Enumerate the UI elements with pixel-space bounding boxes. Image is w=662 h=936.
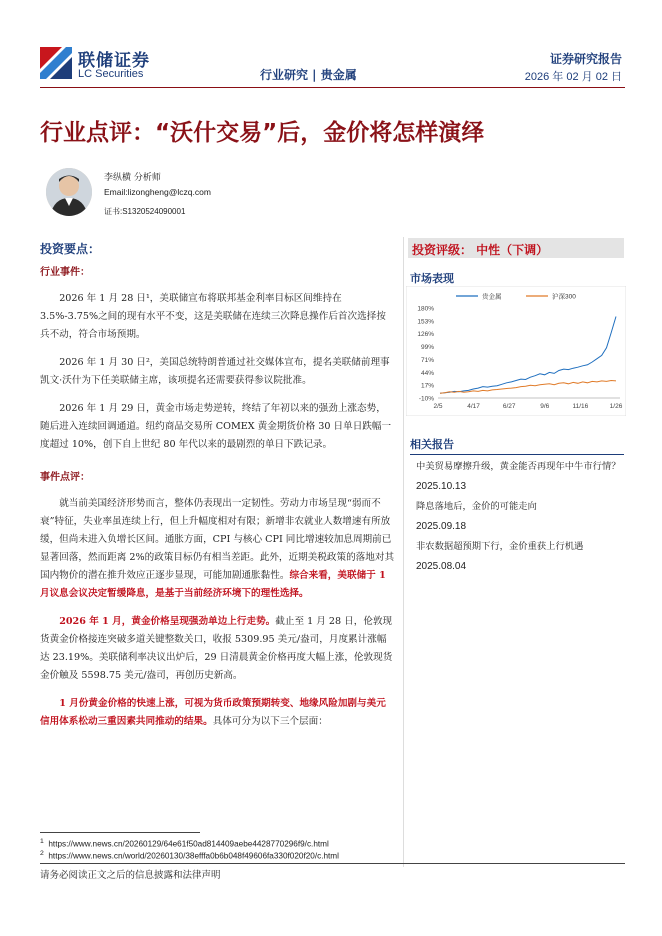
related-report-date: 2025.09.18 (416, 521, 467, 532)
author-name: 李纵横 分析师 (104, 173, 161, 183)
author-avatar (46, 168, 92, 216)
y-tick-label: 44% (420, 369, 434, 377)
sub-heading-event: 行业事件： (40, 267, 90, 278)
y-tick-label: -10% (418, 395, 434, 403)
report-type: 证券研究报告 (549, 52, 622, 66)
y-tick-label: 99% (420, 344, 434, 352)
related-reports-title: 相关报告 (410, 438, 454, 451)
paragraph (40, 613, 395, 685)
footnote[interactable] (40, 850, 339, 861)
text-run: 具体可分为以下三个层面： (212, 716, 328, 727)
related-divider (410, 454, 624, 455)
y-tick-label: 153% (417, 318, 434, 326)
market-performance-chart (406, 286, 626, 416)
y-tick-label: 17% (420, 382, 434, 390)
paragraph: 2026 年 1 月 28 日¹，美联储宣布将联邦基金利率目标区间维持在 3.5%-3.75%之间的现有水平不变，这是美联储在连续三次降息操作后首次选择按兵不动，符合市场预期。 (40, 293, 386, 340)
header-divider (40, 87, 625, 88)
legend-label: 贵金属 (482, 293, 502, 301)
footnote[interactable] (40, 838, 329, 849)
legend-label: 沪深300 (552, 293, 576, 301)
footnote-link[interactable]: https://www.news.cn/20260129/64e61f50ad814409aebe4428770296f9/c.html (48, 839, 329, 849)
highlight-text: 1 月份黄金价格的快速上涨，可视为货币政策预期转变、地缘风险加剧与美元信用体系松动三重因素共同推动的结果。 (40, 698, 386, 727)
person-icon (46, 168, 92, 216)
highlight-text: 2026 年 1 月，黄金价格呈现强劲单边上行走势。 (59, 616, 276, 627)
company-logo-icon (40, 47, 72, 79)
logo-cn-text: 联储证券 (78, 51, 150, 71)
author-cert: 证书:S1320524090001 (104, 207, 186, 216)
text-run: 截止至 1 月 28 日，伦敦现货黄金价格接连突破多道关键整数关口，收报 5309.95 美元/盎司，月度累计涨幅达 23.19%。美联储利率决议出炉后，29 日清晨黄金价格再度大幅上涨，伦敦现货金价触及 5598.75 美元/盎司，再创历史新高。 (40, 616, 393, 681)
footnote-divider (40, 832, 200, 833)
x-tick-label: 6/27 (502, 403, 516, 410)
footer-divider (40, 863, 625, 864)
chart-frame (406, 286, 626, 416)
investment-rating: 投资评级： 中性（下调） (412, 243, 549, 257)
market-performance-title: 市场表现 (410, 272, 454, 285)
paragraph (40, 695, 395, 731)
related-report-date: 2025.08.04 (416, 561, 467, 572)
footnote-link[interactable]: https://www.news.cn/world/20260130/38efffa0b6b048f49606fa330f020f20/c.html (48, 851, 339, 861)
footnote-mark: 1 (40, 838, 44, 845)
highlight-text: 综合来看，美联储于 1 月议息会议决定暂缓降息，是基于当前经济环境下的理性选择。 (40, 570, 386, 599)
x-tick-label: 4/17 (467, 403, 480, 410)
x-tick-label: 9/6 (540, 403, 550, 410)
paragraph: 2026 年 1 月 30 日²，美国总统特朗普通过社交媒体宣布，提名美联储前理事凯文·沃什为下任美联储主席，该项提名还需要获得参议院批准。 (40, 357, 390, 386)
paragraph: 2026 年 1 月 29 日，黄金市场走势逆转，终结了年初以来的强劲上涨态势，随后进入连续回调通道。纽约商品交易所 COMEX 黄金期货价格 30 日单日跌幅一度超过 10%，创下自上世纪 80 年代以来的最剧烈的单日下跌记录。 (40, 403, 392, 450)
footnote-mark: 2 (40, 850, 44, 857)
related-report-title[interactable]: 降息落地后，金价的可能走向 (416, 501, 537, 512)
text-run: 就当前美国经济形势而言，整体仍表现出一定韧性。劳动力市场呈现“弱而不衰”特征，失业率虽连续上行，但上升幅度相对有限；新增非农就业人数增速有所放缓，但尚未进入负增长区间。通胀方面，CPI 与核心 CPI 同比增速较加息周期前已显著回落，然而距离 2%的政策目标仍有相当差距。此外，近期美税政策的落地对其国内物价的潜在推升效应正逐步显现，可能加剧通胀黏性。 (40, 498, 395, 581)
x-tick-label: 11/16 (572, 403, 589, 410)
column-divider (403, 237, 404, 867)
section-title: 投资要点： (40, 242, 101, 256)
related-report-date: 2025.10.13 (416, 481, 467, 492)
sub-heading-comment: 事件点评： (40, 472, 90, 483)
x-tick-label: 1/26 (609, 403, 623, 410)
paragraph (40, 495, 395, 603)
related-report-title[interactable]: 非农数据超预期下行，金价重获上行机遇 (416, 541, 584, 552)
logo-en-text: LC Securities (78, 68, 144, 80)
author-email[interactable]: Email:lizongheng@lczq.com (104, 187, 211, 197)
y-tick-label: 71% (420, 356, 434, 364)
y-tick-label: 126% (417, 331, 434, 339)
page-title: 行业点评：“沃什交易”后，金价将怎样演绎 (40, 120, 485, 146)
report-date: 2026 年 02 月 02 日 (524, 71, 622, 83)
x-tick-label: 2/5 (433, 403, 443, 410)
industry-tag: 行业研究 | 贵金属 (260, 68, 357, 82)
related-reports-list (416, 458, 624, 572)
footer-disclaimer: 请务必阅读正文之后的信息披露和法律声明 (40, 870, 221, 881)
main-column (40, 240, 395, 731)
y-tick-label: 180% (417, 305, 434, 313)
related-report-title[interactable]: 中美贸易摩擦升级，黄金能否再现年中牛市行情？ (416, 461, 621, 472)
